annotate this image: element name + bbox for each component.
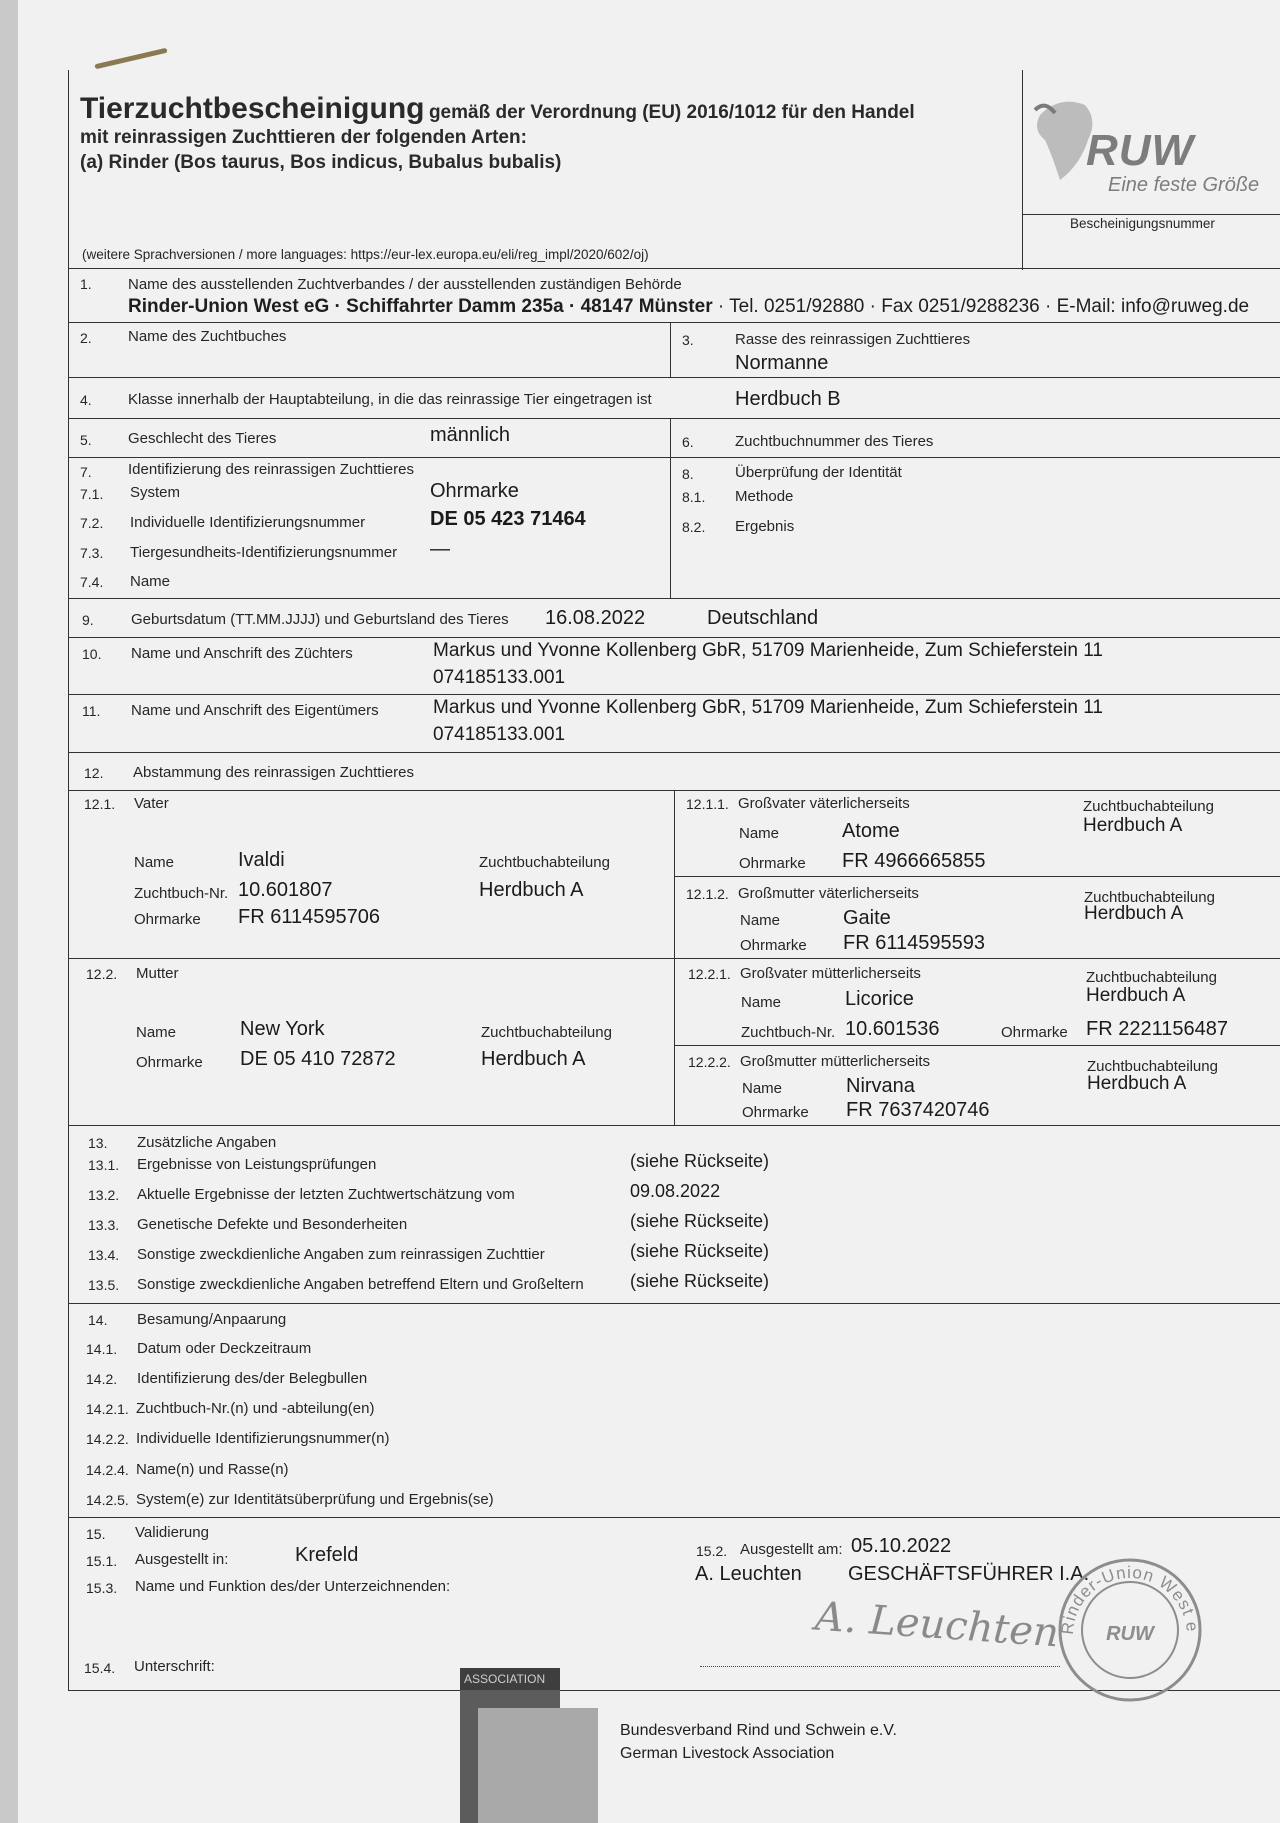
method-label: Methode [735,488,794,505]
pgm-eartag-label: Ohrmarke [740,937,807,954]
mgm-num: 12.2.2. [688,1054,731,1070]
additional-item-value: (siehe Rückseite) [630,1241,770,1261]
father-name-label: Name [134,854,175,871]
mgm-label: Großmutter mütterlicherseits [740,1053,931,1070]
mother-label: Mutter [136,965,179,982]
issuer-name: Rinder-Union West eG · Schiffahrter Damm 235a · 48147 Münster [128,296,713,317]
class-label: Klasse innerhalb der Hauptabteilung, in die das reinrassige Tier eingetragen ist [128,391,652,408]
sec10-num: 10. [82,646,102,662]
breed-value: Normanne [735,352,829,374]
issuer-contact: · Tel. 0251/92880 · Fax 0251/9288236 · E-Mail: info@ruweg.de [717,296,1250,317]
father-name: Ivaldi [238,849,285,871]
languages-link[interactable]: (weitere Sprachversionen / more languages: https://eur-lex.europa.eu/eli/reg_impl/2020/602/oj) [82,247,649,262]
pgf-name: Atome [842,820,900,842]
issued-in-value: Krefeld [295,1544,359,1566]
breeder-address: Markus und Yvonne Kollenberg GbR, 51709 Marienheide, Zum Schieferstein 11 [433,640,1103,661]
stamp-logo: RUW [1106,1623,1154,1645]
insemination-label: Besamung/Anpaarung [137,1311,287,1328]
insemination-item-label: Zuchtbuch-Nr.(n) und -abteilung(en) [136,1400,375,1417]
header-divider [1022,70,1023,270]
sec7-2-num: 7.2. [80,515,104,531]
signer-label: Name und Funktion des/der Unterzeichnenden: [135,1578,451,1595]
mgm-name: Nirvana [846,1075,915,1097]
additional-item-label: Sonstige zweckdienliche Angaben betreffend Eltern und Großeltern [137,1276,584,1293]
signer-name: A. Leuchten [695,1563,802,1585]
pgm-division: Herdbuch A [1084,903,1184,924]
additional-item-num: 13.2. [88,1187,120,1203]
footer-org-de: Bundesverband Rind und Schwein e.V. [620,1722,897,1739]
pgm-name: Gaite [843,907,891,929]
sec15-3-num: 15.3. [86,1580,118,1596]
association-badge-text: ASSOCIATION [460,1668,560,1690]
breed-label: Rasse des reinrassigen Zuchttieres [735,331,971,348]
health-id-value: — [430,538,450,560]
sec7-num: 7. [80,464,92,480]
pgf-eartag-label: Ohrmarke [739,855,806,872]
sec8-num: 8. [682,466,694,482]
pgf-division-label: Zuchtbuchabteilung [1083,798,1214,815]
mgf-name-label: Name [741,994,782,1011]
mgf-division-label: Zuchtbuchabteilung [1086,969,1217,986]
sec13-num: 13. [88,1135,108,1151]
mgf-eartag-label: Ohrmarke [1001,1024,1068,1041]
result-label: Ergebnis [735,518,795,535]
health-id-label: Tiergesundheits-Identifizierungsnummer [130,544,398,561]
additional-item-label: Ergebnisse von Leistungsprüfungen [137,1156,377,1173]
mother-name-label: Name [136,1024,177,1041]
mother-division: Herdbuch A [481,1048,586,1070]
certificate-title [80,92,915,126]
issued-on-label: Ausgestellt am: [740,1541,843,1558]
signature-line [700,1666,1060,1667]
mother-num: 12.2. [86,966,118,982]
pgf-eartag: FR 4966665855 [842,850,986,872]
sec8-2-num: 8.2. [682,519,706,535]
title-main: Tierzuchtbescheinigung [80,92,425,125]
father-num: 12.1. [84,796,116,812]
sec1-label: Name des ausstellenden Zuchtverbandes / der ausstellenden zuständigen Behörde [128,276,682,293]
stamp-text: Rinder-Union West e [1057,1562,1203,1636]
pgm-eartag: FR 6114595593 [843,932,985,954]
pgm-division-label: Zuchtbuchabteilung [1084,889,1215,906]
handwritten-signature: A. Leuchten [813,1593,1061,1657]
mgf-num: 12.2.1. [688,966,731,982]
sec4-num: 4. [80,392,92,408]
additional-item-value: (siehe Rückseite) [630,1271,770,1291]
pgm-num: 12.1.2. [686,886,729,902]
insemination-item-label: System(e) zur Identitätsüberprüfung und Ergebnis(se) [136,1491,494,1508]
sec15-2-num: 15.2. [696,1543,728,1559]
insemination-item-num: 14.2.5. [86,1492,129,1508]
sex-label: Geschlecht des Tieres [128,430,277,447]
pgm-name-label: Name [740,912,781,929]
breeder-label: Name und Anschrift des Züchters [131,645,353,662]
insemination-item-label: Name(n) und Rasse(n) [136,1461,289,1478]
additional-item-value: 09.08.2022 [630,1181,721,1201]
insemination-item-num: 14.2.2. [86,1431,129,1447]
mgf-division: Herdbuch A [1086,985,1186,1006]
title-rest: gemäß der Verordnung (EU) 2016/1012 für den Handel [428,102,915,123]
herdbook-name-label: Name des Zuchtbuches [128,328,287,345]
mother-division-label: Zuchtbuchabteilung [481,1024,612,1041]
sec7-1-num: 7.1. [80,486,104,502]
signer-function: GESCHÄFTSFÜHRER I.A. [848,1563,1090,1585]
birth-label: Geburtsdatum (TT.MM.JJJJ) und Geburtsland des Tieres [131,611,509,628]
logo-text: RUW [1086,126,1195,175]
father-eartag-label: Ohrmarke [134,911,201,928]
pgm-label: Großmutter väterlicherseits [738,885,919,902]
sec15-1-num: 15.1. [86,1553,118,1569]
mother-eartag: DE 05 410 72872 [240,1048,396,1070]
insemination-item-num: 14.2.1. [86,1401,129,1417]
system-value: Ohrmarke [430,480,519,502]
mgm-eartag: FR 7637420746 [846,1099,990,1121]
mgf-name: Licorice [845,988,914,1010]
mgm-division-label: Zuchtbuchabteilung [1087,1058,1218,1075]
identification-label: Identifizierung des reinrassigen Zuchttieres [128,461,414,478]
sec15-num: 15. [86,1526,106,1542]
logo-slogan: Eine feste Größe [1108,174,1260,196]
father-division-label: Zuchtbuchabteilung [479,854,610,871]
owner-label: Name und Anschrift des Eigentümers [131,702,379,719]
father-label: Vater [134,795,169,812]
additional-item-value: (siehe Rückseite) [630,1151,770,1171]
sec1-issuer [128,296,1249,318]
sec8-1-num: 8.1. [682,489,706,505]
father-herdbook-number: 10.601807 [238,879,333,901]
sex-value: männlich [430,424,511,446]
insemination-item-label: Individuelle Identifizierungsnummer(n) [136,1430,390,1447]
issued-in-label: Ausgestellt in: [135,1551,229,1568]
mother-name: New York [240,1018,325,1040]
additional-item-label: Aktuelle Ergebnisse der letzten Zuchtwertschätzung vom [137,1186,515,1203]
herdbook-number-label: Zuchtbuchnummer des Tieres [735,433,934,450]
additional-item-label: Genetische Defekte und Besonderheiten [137,1216,408,1233]
validation-label: Validierung [135,1524,209,1541]
additional-info-label: Zusätzliche Angaben [137,1134,277,1151]
pgf-label: Großvater väterlicherseits [738,795,910,812]
pgf-num: 12.1.1. [686,796,729,812]
father-eartag: FR 6114595706 [238,906,380,928]
identity-check-label: Überprüfung der Identität [735,464,902,481]
subtitle-species: mit reinrassigen Zuchttieren der folgenden Arten: [80,127,527,148]
owner-number: 074185133.001 [433,724,566,745]
father-herdbook-label: Zuchtbuch-Nr. [134,885,229,902]
mgf-eartag: FR 2221156487 [1086,1018,1228,1040]
birth-country: Deutschland [707,607,819,629]
sec15-4-num: 15.4. [84,1660,116,1676]
additional-item-num: 13.1. [88,1157,120,1173]
sec6-num: 6. [682,434,694,450]
insemination-item-label: Identifizierung des/der Belegbullen [137,1370,368,1387]
animal-name-label: Name [130,573,171,590]
signature-label: Unterschrift: [134,1658,215,1675]
mgf-label: Großvater mütterlicherseits [740,965,921,982]
additional-item-num: 13.5. [88,1277,120,1293]
sec12-num: 12. [84,765,104,781]
breeder-number: 074185133.001 [433,667,566,688]
mother-eartag-label: Ohrmarke [136,1054,203,1071]
additional-item-label: Sonstige zweckdienliche Angaben zum reinrassigen Zuchttier [137,1246,545,1263]
birth-date: 16.08.2022 [545,607,646,629]
sec1-num: 1. [80,276,92,292]
issued-on-value: 05.10.2022 [851,1535,952,1557]
association-badge-shade [478,1708,598,1823]
pedigree-label: Abstammung des reinrassigen Zuchttieres [133,764,414,781]
additional-item-value: (siehe Rückseite) [630,1211,770,1231]
pgf-division: Herdbuch A [1083,815,1183,836]
sec11-num: 11. [82,703,101,719]
mgf-herdbook-label: Zuchtbuch-Nr. [741,1024,836,1041]
additional-item-num: 13.4. [88,1247,120,1263]
official-stamp [1055,1555,1205,1705]
sec2-num: 2. [80,330,92,346]
insemination-item-num: 14.1. [86,1341,118,1357]
footer-org-en: German Livestock Association [620,1745,835,1762]
individual-id-value: DE 05 423 71464 [430,508,586,530]
pgf-name-label: Name [739,825,780,842]
insemination-item-num: 14.2. [86,1371,118,1387]
insemination-item-num: 14.2.4. [86,1462,129,1478]
mgm-eartag-label: Ohrmarke [742,1104,809,1121]
sec9-num: 9. [82,612,94,628]
mgf-herdbook-number: 10.601536 [845,1018,940,1040]
individual-id-label: Individuelle Identifizierungsnummer [130,514,366,531]
certificate-number-label: Bescheinigungsnummer [1070,216,1215,231]
owner-address: Markus und Yvonne Kollenberg GbR, 51709 Marienheide, Zum Schieferstein 11 [433,697,1103,718]
class-value: Herdbuch B [735,388,841,410]
father-division: Herdbuch A [479,879,584,901]
mgm-division: Herdbuch A [1087,1073,1187,1094]
subtitle-bovine: (a) Rinder (Bos taurus, Bos indicus, Bubalus bubalis) [80,152,562,173]
sec14-num: 14. [88,1312,108,1328]
sec7-4-num: 7.4. [80,574,104,590]
additional-item-num: 13.3. [88,1217,120,1233]
system-label: System [130,484,181,501]
mgm-name-label: Name [742,1080,783,1097]
sec5-num: 5. [80,432,92,448]
sec3-num: 3. [682,332,694,348]
insemination-item-label: Datum oder Deckzeitraum [137,1340,312,1357]
sec7-3-num: 7.3. [80,545,104,561]
